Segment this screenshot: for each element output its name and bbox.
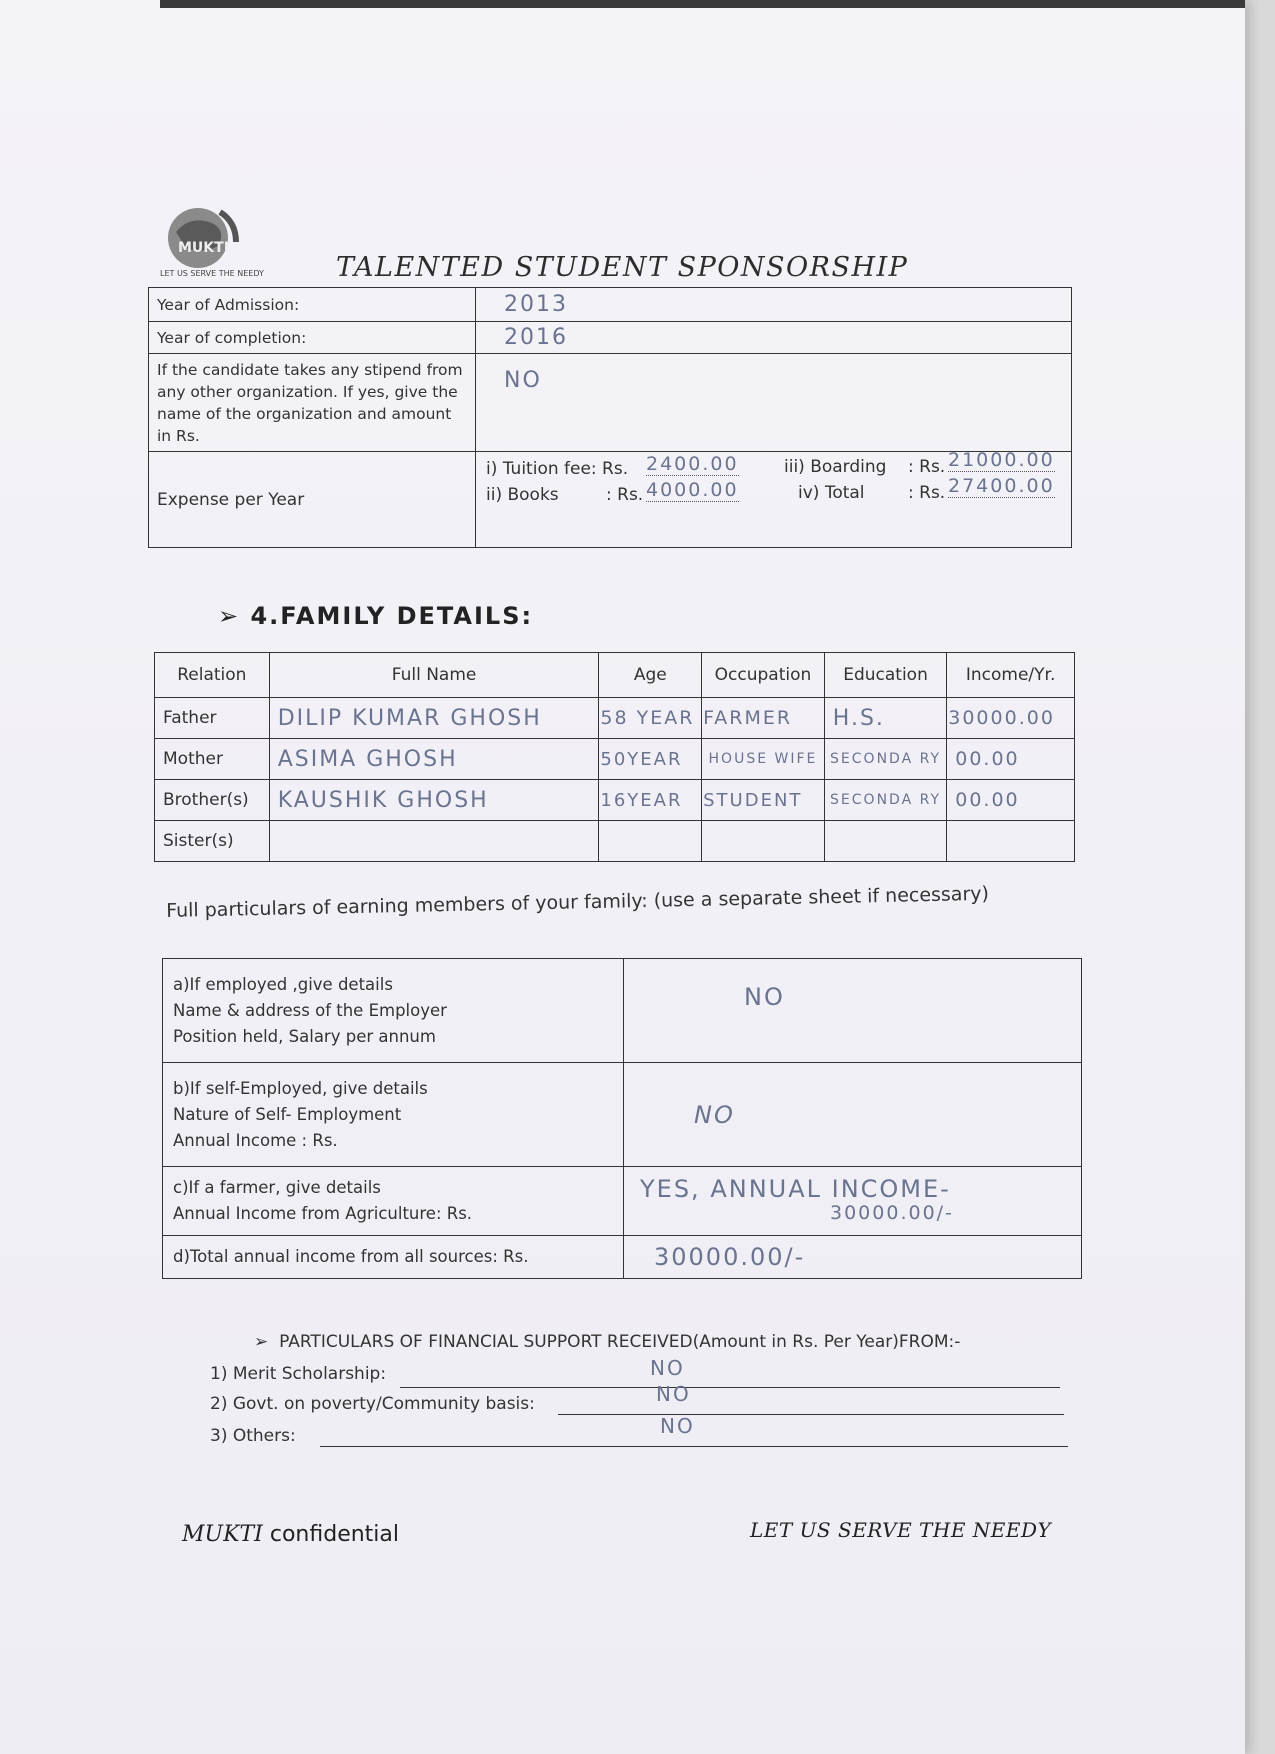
col-occupation: Occupation — [702, 653, 825, 698]
merit-scholarship-line — [400, 1369, 1060, 1388]
expense-label: Expense per Year — [149, 452, 476, 548]
boarding-value: 21000.00 — [948, 448, 1055, 471]
year-of-admission-value: 2013 — [476, 288, 1072, 322]
total-income-label: d)Total annual income from all sources: Rs. — [163, 1236, 624, 1279]
total-label: iv) Total — [798, 482, 865, 503]
others-value: NO — [660, 1414, 695, 1438]
tuition-label: i) Tuition fee: Rs. — [486, 458, 629, 479]
col-education: Education — [824, 653, 946, 698]
svg-text:MUKTI: MUKTI — [178, 240, 229, 256]
footer-slogan: LET US SERVE THE NEEDY — [750, 1518, 1052, 1542]
books-label: ii) Books — [486, 484, 559, 505]
col-age: Age — [599, 653, 702, 698]
form-title: TALENTED STUDENT SPONSORSHIP — [336, 252, 909, 283]
govt-support-value: NO — [656, 1382, 691, 1406]
boarding-prefix: : Rs. — [908, 456, 946, 477]
govt-support-line — [558, 1396, 1064, 1415]
books-value: 4000.00 — [646, 478, 739, 501]
footer-confidential: MUKTI confidential — [182, 1522, 399, 1547]
self-employed-label: b)If self-Employed, give details Nature of Self- Employment Annual Income : Rs. — [163, 1063, 624, 1167]
table-row: Father DILIP KUMAR GHOSH 58 YEAR FARMER H.S. 30000.00 — [155, 698, 1075, 739]
col-income: Income/Yr. — [947, 653, 1075, 698]
family-heading: ➢ 4.FAMILY DETAILS: — [218, 602, 534, 630]
others-label: 3) Others: — [210, 1426, 296, 1446]
farmer-value — [624, 1167, 1082, 1236]
table-row: Sister(s) — [155, 821, 1075, 862]
col-full-name: Full Name — [269, 653, 599, 698]
boarding-label: iii) Boarding — [784, 456, 887, 477]
farmer-label: c)If a farmer, give details Annual Income from Agriculture: Rs. — [163, 1167, 624, 1236]
table-row: Brother(s) KAUSHIK GHOSH 16YEAR STUDENT SECONDA RY 00.00 — [155, 780, 1075, 821]
logo-tagline: LET US SERVE THE NEEDY — [160, 269, 264, 278]
employed-label: a)If employed ,give details Name & address of the Employer Position held, Salary per annum — [163, 959, 624, 1063]
year-of-completion-label: Year of completion: — [149, 322, 476, 354]
year-of-admission-label: Year of Admission: — [149, 288, 476, 322]
year-of-completion-value: 2016 — [476, 322, 1072, 354]
employed-value: NO — [624, 959, 1082, 1063]
self-employed-value: NO — [624, 1063, 1082, 1167]
total-value: 27400.00 — [948, 474, 1055, 497]
books-prefix: : Rs. — [606, 484, 644, 505]
col-relation: Relation — [155, 653, 270, 698]
table-row: Mother ASIMA GHOSH 50YEAR HOUSE WIFE SECONDA RY 00.00 — [155, 739, 1075, 780]
stipend-value: NO — [476, 354, 1072, 452]
earning-heading: Full particulars of earning members of your family: (use a separate sheet if necessary) — [166, 882, 990, 922]
earning-table — [162, 958, 1082, 1279]
tuition-value: 2400.00 — [646, 452, 739, 475]
financial-support-heading: ➢ PARTICULARS OF FINANCIAL SUPPORT RECEIVED(Amount in Rs. Per Year)FROM:- — [254, 1332, 961, 1352]
merit-scholarship-label: 1) Merit Scholarship: — [210, 1364, 387, 1384]
mukti-logo — [156, 202, 264, 280]
farmer-value-line2: 30000.00/- — [830, 1202, 954, 1224]
govt-support-label: 2) Govt. on poverty/Community basis: — [210, 1394, 535, 1414]
merit-scholarship-value: NO — [650, 1356, 685, 1380]
total-income-value: 30000.00/- — [624, 1236, 1082, 1279]
admission-table — [148, 287, 1072, 548]
scan-edge — [160, 0, 1245, 8]
farmer-value-line1: YES, ANNUAL INCOME- — [640, 1175, 951, 1203]
stipend-label: If the candidate takes any stipend from any other organization. If yes, give the name of the organization and amount in Rs. — [149, 354, 476, 452]
expense-cell — [476, 448, 1072, 548]
total-prefix: : Rs. — [908, 482, 946, 503]
family-table — [154, 652, 1075, 862]
